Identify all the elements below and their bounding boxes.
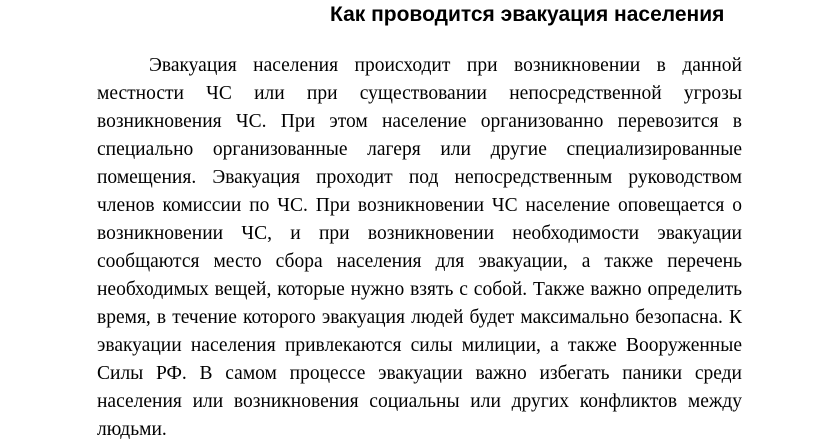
page-title: Как проводится эвакуация населения xyxy=(330,3,725,26)
body-paragraph: Эвакуация населения происходит при возникновении в данной местности ЧС или при существовании непосредственной угрозы возникновения ЧС. При этом население организованно перевозится в специально организованные лагеря или другие специализированные помещения. Эвакуация проходит под непосредственным руководством членов комиссии по ЧС. При возникновении ЧС население оповещается о возникновении ЧС, и при возникновении необходимости эвакуации сообщаются место сбора населения для эвакуации, а также перечень необходимых вещей, которые нужно взять с собой. Также важно определить время, в течение которого эвакуация людей будет максимально безопасна. К эвакуации населения привлекаются силы милиции, а также Вооруженные Силы РФ. В самом процессе эвакуации важно избегать паники среди населения или возникновения социальны или других конфликтов между людьми. xyxy=(97,55,742,440)
